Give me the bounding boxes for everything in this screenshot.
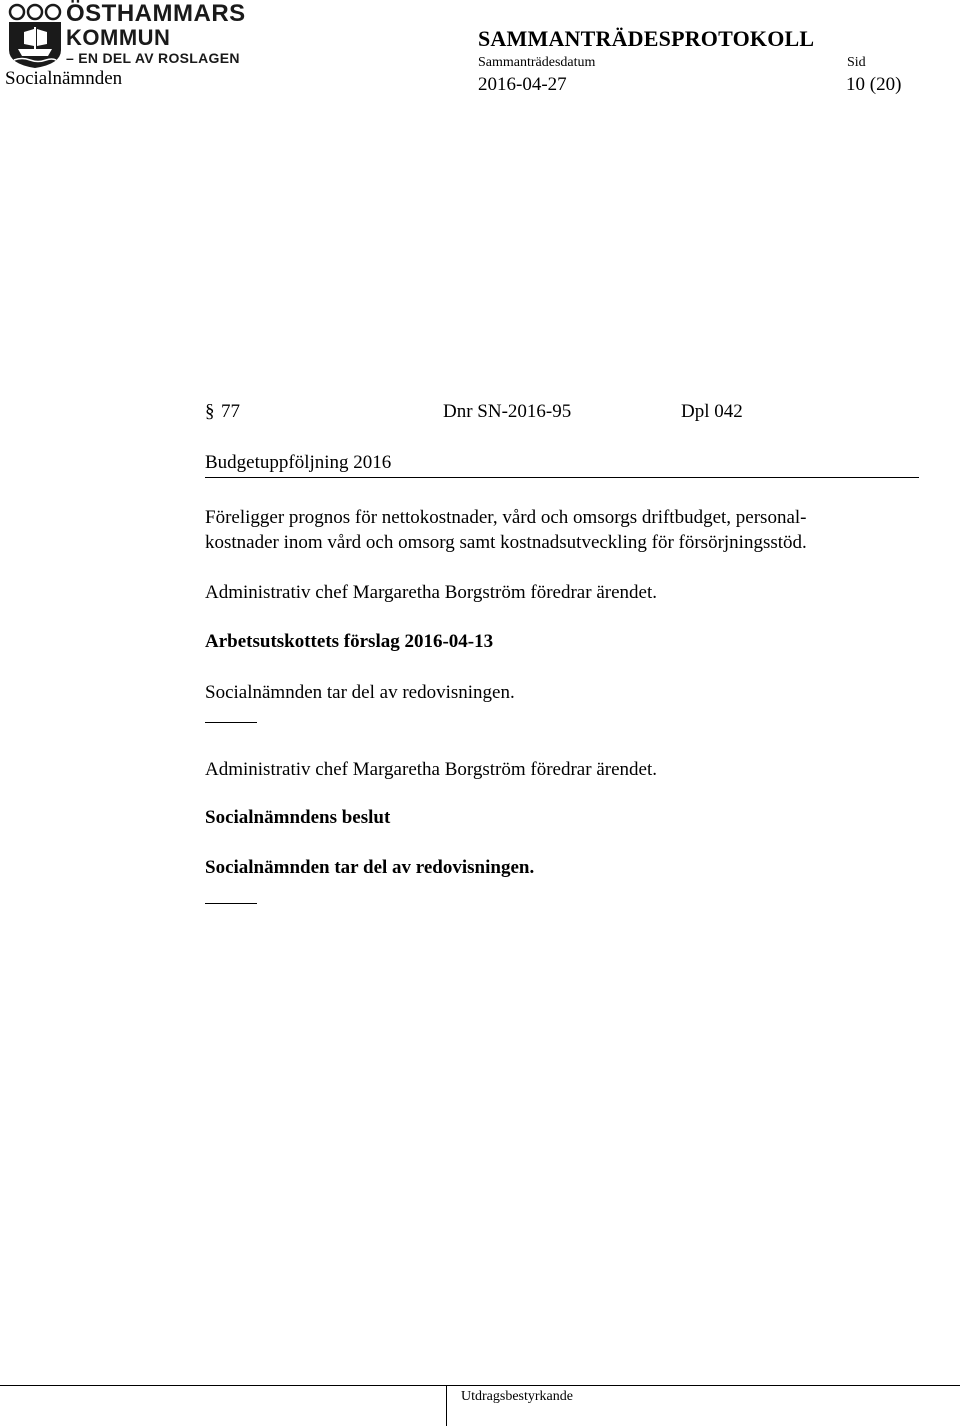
item-title: Budgetuppföljning 2016 xyxy=(205,452,392,473)
organization-name: Socialnämnden xyxy=(5,68,123,89)
meeting-date: 2016-04-27 xyxy=(478,74,567,95)
item-dnr: Dnr SN-2016-95 xyxy=(443,401,572,422)
proposal-text: Socialnämnden tar del av redovisningen. xyxy=(205,682,515,703)
proposal-heading: Arbetsutskottets förslag 2016-04-13 xyxy=(205,631,494,652)
paragraph-presenter: Administrativ chef Margaretha Borgström föredrar ärendet. xyxy=(205,582,657,603)
footer-certification-label: Utdragsbestyrkande xyxy=(461,1389,573,1404)
item-dpl: Dpl 042 xyxy=(681,401,743,422)
separator-line-end xyxy=(205,903,257,904)
decision-text: Socialnämnden tar del av redovisningen. xyxy=(205,857,535,878)
footer-rule xyxy=(0,1385,960,1386)
document-title: SAMMANTRÄDESPROTOKOLL xyxy=(478,26,815,51)
logo-name-line2: KOMMUN xyxy=(66,25,171,50)
decision-heading: Socialnämndens beslut xyxy=(205,807,391,828)
separator-line xyxy=(205,722,257,723)
paragraph-prognosis-line1: Föreligger prognos för nettokostnader, vård och omsorgs driftbudget, personal- xyxy=(205,507,807,528)
title-underline xyxy=(205,477,919,478)
paragraph-prognosis xyxy=(205,505,925,555)
section-sign: § xyxy=(205,401,215,422)
meeting-date-label: Sammanträdesdatum xyxy=(478,55,596,70)
footer-divider xyxy=(446,1385,447,1426)
paragraph-presenter-repeat: Administrativ chef Margaretha Borgström föredrar ärendet. xyxy=(205,759,657,780)
page-number: 10 (20) xyxy=(846,74,902,95)
paragraph-prognosis-line2: kostnader inom vård och omsorg samt kostnadsutveckling för försörjningsstöd. xyxy=(205,532,807,553)
logo-tagline: – EN DEL AV ROSLAGEN xyxy=(66,50,240,66)
logo-name-line1: ÖSTHAMMARS xyxy=(66,0,246,27)
page-label: Sid xyxy=(847,55,866,70)
item-number: 77 xyxy=(221,401,240,422)
